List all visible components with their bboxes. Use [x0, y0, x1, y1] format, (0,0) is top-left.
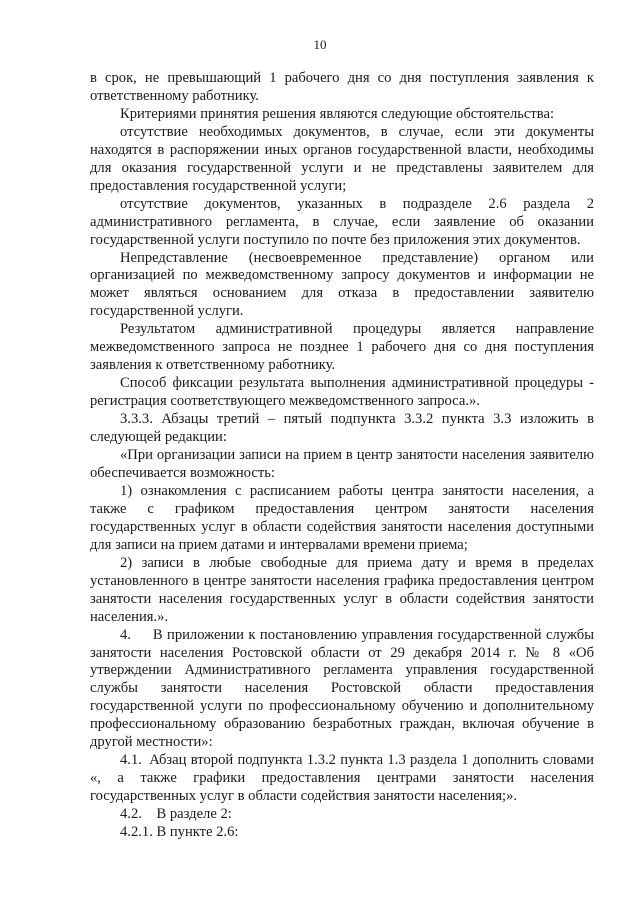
paragraph: отсутствие документов, указанных в подразделе 2.6 раздела 2 административного регламента, в случае, если заявление об оказании государственной услуги поступило по почте без приложения этих документов.: [90, 195, 594, 248]
paragraph: 1) ознакомления с расписанием работы центра занятости населения, а также с графиком предоставления центром занятости населения государственных услуг в области содействия занятости населения доступными для записи на прием датами и интервалами времени приема;: [90, 482, 594, 553]
document-body: [90, 70, 594, 842]
page-number: 10: [313, 37, 327, 52]
paragraph: отсутствие необходимых документов, в случае, если эти документы находятся в распоряжении иных органов государственной власти, необходимы для оказания государственной услуги и не представлены заявителем для предоставления государственной услуги;: [90, 123, 594, 194]
paragraph: 4.2. В разделе 2:: [120, 806, 232, 823]
paragraph: 4.2.1. В пункте 2.6:: [120, 824, 239, 841]
paragraph: 3.3.3. Абзацы третий – пятый подпункта 3.3.2 пункта 3.3 изложить в следующей редакции:: [90, 411, 594, 446]
paragraph: 4.1. Абзац второй подпункта 1.3.2 пункта 1.3 раздела 1 дополнить словами «, а также графики предоставления центрами занятости населения государственных услуг в области содействия занятости населения;».: [90, 752, 594, 805]
paragraph: Непредставление (несвоевременное представление) органом или организацией по межведомственному запросу документов и информации не может являться основанием для отказа в предоставлении заявителю государственной услуги.: [90, 249, 594, 320]
paragraph: Критериями принятия решения являются следующие обстоятельства:: [120, 105, 555, 122]
paragraph: в срок, не превышающий 1 рабочего дня со дня поступления заявления к ответственному работнику.: [90, 70, 594, 104]
paragraph: Результатом административной процедуры является направление межведомственного запроса не позднее 1 рабочего дня со дня поступления заявления к ответственному работнику.: [90, 321, 594, 374]
paragraph: «При организации записи на прием в центр занятости населения заявителю обеспечивается возможность:: [90, 447, 594, 481]
paragraph: Способ фиксации результата выполнения административной процедуры - регистрация соответствующего межведомственного запроса.».: [90, 375, 594, 410]
paragraph: 4. В приложении к постановлению управления государственной службы занятости населения Ростовской области от 29 декабря 2014 г. № 8 «Об утверждении Административного регламента управления государственной службы занятости населения Ростовской области предоставления государственной услуги по профессиональному обучению и дополнительному профессиональному образованию безработных граждан, включая обучение в другой местности»:: [90, 626, 594, 751]
paragraph: 2) записи в любые свободные для приема дату и время в пределах установленного в центре занятости населения графика предоставления центром занятости населения государственных услуг в области содействия занятости населения.».: [90, 554, 594, 625]
